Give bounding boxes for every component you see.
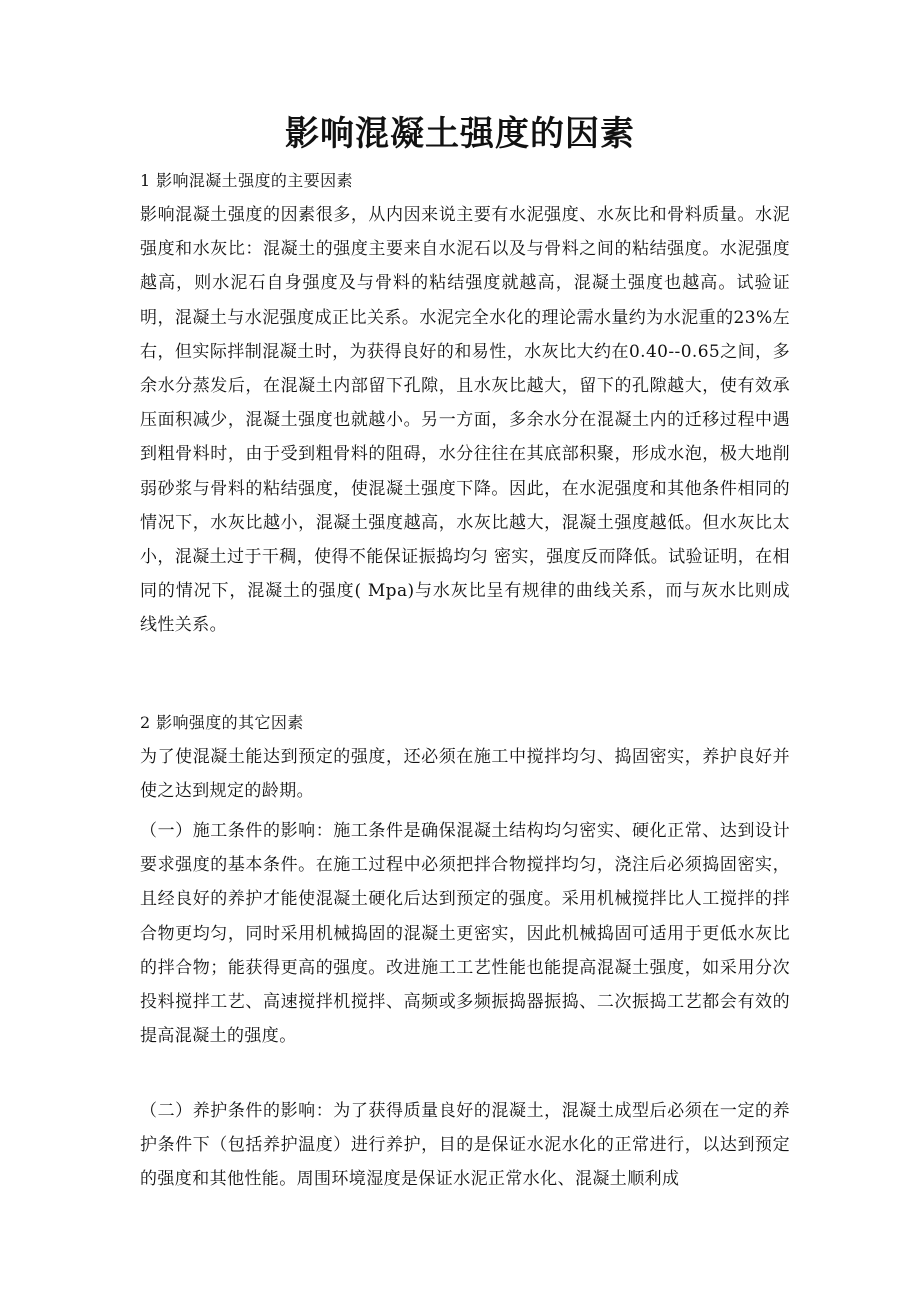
section-2-heading: 2 影响强度的其它因素	[140, 713, 304, 732]
section-2-intro: 为了使混凝土能达到预定的强度，还必须在施工中搅拌均匀、捣固密实，养护良好并使之达到规定的龄期。	[140, 747, 790, 802]
section-2-item-construction: （一）施工条件的影响：施工条件是确保混凝土结构均匀密实、硬化正常、达到设计要求强度的基本条件。在施工过程中必须把拌合物搅拌均匀，浇注后必须捣固密实，且经良好的养护才能使混凝土硬化后达到预定的强度。采用机械搅拌比人工搅拌的拌合物更均匀，同时采用机械捣固的混凝土更密实，因此机械捣固可适用于更低水灰比的拌合物；能获得更高的强度。改进施工工艺性能也能提高混凝土强度，如采用分次投料搅拌工艺、高速搅拌机搅拌、高频或多频振捣器振捣、二次振捣工艺都会有效的提高混凝土的强度。	[140, 821, 790, 1047]
section-1-paragraph: 影响混凝土强度的因素很多，从内因来说主要有水泥强度、水灰比和骨料质量。水泥强度和水灰比：混凝土的强度主要来自水泥石以及与骨料之间的粘结强度。水泥强度越高，则水泥石自身强度及与骨料的粘结强度就越高，混凝土强度也越高。试验证明，混凝土与水泥强度成正比关系。水泥完全水化的理论需水量约为水泥重的23%左右，但实际拌制混凝土时，为获得良好的和易性，水灰比大约在0.40--0.65之间，多余水分蒸发后，在混凝土内部留下孔隙，且水灰比越大，留下的孔隙越大，使有效承压面积减少，混凝土强度也就越小。另一方面，多余水分在混凝土内的迁移过程中遇到粗骨料时，由于受到粗骨料的阻碍，水分往往在其底部积聚，形成水泡，极大地削弱砂浆与骨料的粘结强度，使混凝土强度下降。因此，在水泥强度和其他条件相同的情况下，水灰比越小，混凝土强度越高，水灰比越大，混凝土强度越低。但水灰比太小，混凝土过于干稠，使得不能保证振捣均匀 密实，强度反而降低。试验证明，在相同的情况下，混凝土的强度( Mpa)与水灰比呈有规律的曲线关系，而与灰水比则成线性关系。	[140, 205, 790, 636]
document-title: 影响混凝土强度的因素	[285, 114, 635, 154]
section-2-item-curing: （二）养护条件的影响：为了获得质量良好的混凝土，混凝土成型后必须在一定的养护条件下（包括养护温度）进行养护，目的是保证水泥水化的正常进行，以达到预定的强度和其他性能。周围环境湿度是保证水泥正常水化、混凝土顺利成	[140, 1101, 790, 1190]
section-1-heading: 1 影响混凝土强度的主要因素	[140, 171, 353, 190]
